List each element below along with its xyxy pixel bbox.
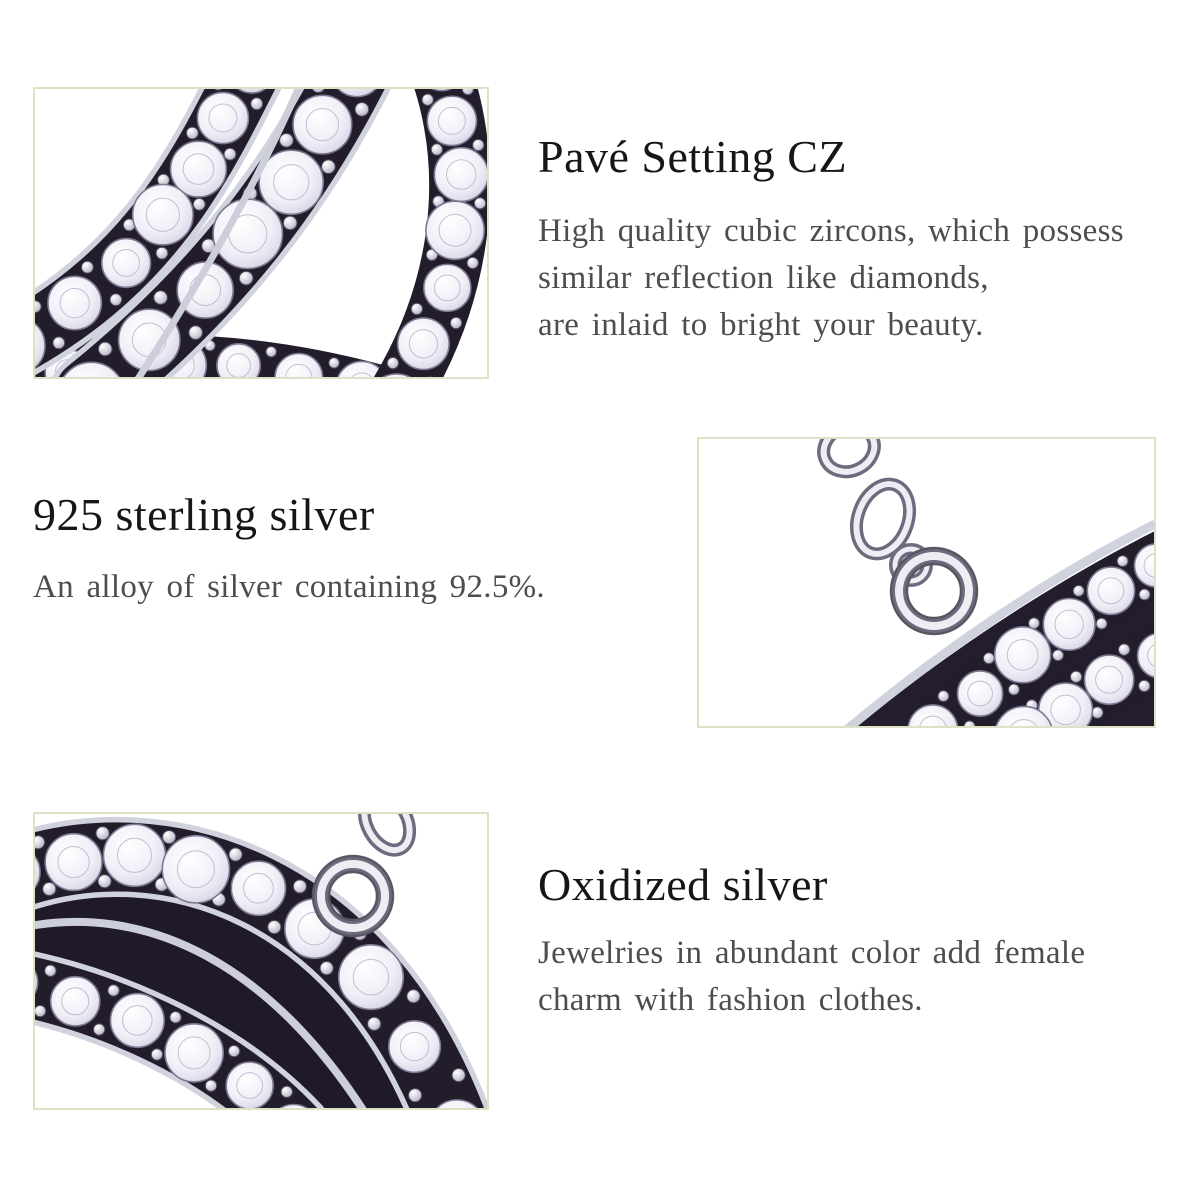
- pave-setting-heading: Pavé Setting CZ: [538, 131, 848, 182]
- body-line: similar reflection like diamonds,: [538, 260, 989, 296]
- photo-pave-cz-closeup: [33, 87, 489, 379]
- chain-jump-ring-illustration: [699, 439, 1154, 726]
- section-oxidized-silver: [538, 858, 1188, 1024]
- oxidized-silver-description: [538, 930, 1188, 1024]
- oxidized-arcs-illustration: [35, 814, 487, 1108]
- body-line: High quality cubic zircons, which possess: [538, 213, 1124, 249]
- section-925-sterling-silver: [33, 488, 683, 611]
- sterling-silver-description: [33, 564, 683, 611]
- sterling-silver-heading: 925 sterling silver: [33, 489, 375, 540]
- body-line: Jewelries in abundant color add female: [538, 935, 1086, 971]
- oxidized-silver-heading: Oxidized silver: [538, 859, 828, 910]
- body-line: are inlaid to bright your beauty.: [538, 307, 984, 343]
- pave-setting-description: [538, 208, 1188, 349]
- section-pave-setting-cz: [538, 130, 1188, 349]
- body-line: charm with fashion clothes.: [538, 982, 923, 1018]
- photo-oxidized-pendant-closeup: [33, 812, 489, 1110]
- pave-band-illustration: [35, 89, 487, 377]
- body-line: An alloy of silver containing 92.5%.: [33, 569, 545, 605]
- photo-chain-pendant-closeup: [697, 437, 1156, 728]
